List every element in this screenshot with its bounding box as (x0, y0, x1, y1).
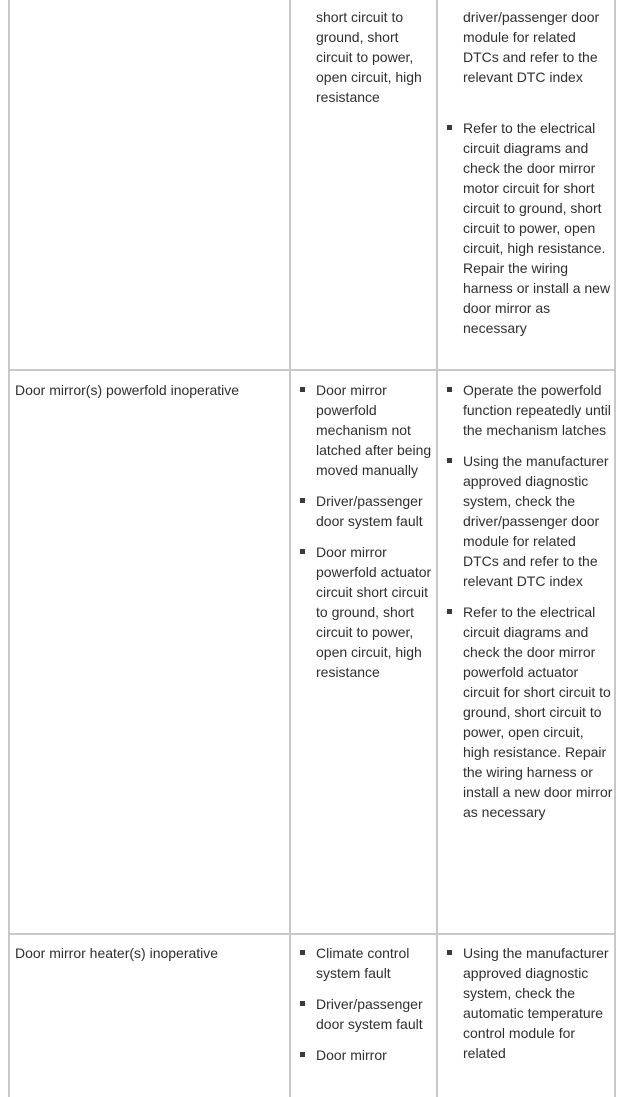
list-item: Using the manufacturer approved diagnostic system, check the driver/passenger door module for related DTCs and refer to the relevant DTC index (445, 451, 613, 591)
list-item: Refer to the electrical circuit diagrams and check the door mirror motor circuit for short circuit to ground, short circuit to power, open circuit, high resistance. Repair the wiring harness or install a new door mirror as necessary (445, 118, 613, 338)
bullet-icon (300, 387, 305, 392)
table-cell-actions (463, 7, 611, 98)
action-continued-text: driver/passenger door module for related DTCs and refer to the relevant DTC index (463, 9, 600, 85)
bullet-icon (300, 950, 305, 955)
symptom-text: Door mirror(s) powerfold inoperative (15, 382, 240, 398)
table-cell-symptom (15, 943, 285, 963)
table-cell-causes (298, 943, 433, 1076)
bullet-icon (300, 1001, 305, 1006)
list-item: Door mirror powerfold actuator circuit short circuit to ground, short circuit to power, open circuit, high resistance (298, 542, 433, 682)
bullet-icon (447, 950, 452, 955)
row-divider (8, 933, 616, 935)
list-item: Door mirror powerfold mechanism not latched after being moved manually (298, 380, 433, 480)
list-item: Driver/passenger door system fault (298, 994, 433, 1034)
list-item: Door mirror (298, 1045, 433, 1065)
table-cell-causes (298, 380, 433, 693)
list-item: Climate control system fault (298, 943, 433, 983)
table-cell-symptom (15, 380, 285, 400)
list-item: Using the manufacturer approved diagnostic system, check the automatic temperature control module for related (445, 943, 613, 1063)
list-item: Driver/passenger door system fault (298, 491, 433, 531)
bullet-icon (447, 458, 452, 463)
table-cell-actions (445, 118, 613, 349)
bullet-icon (300, 498, 305, 503)
row-divider (8, 369, 616, 371)
bullet-icon (447, 125, 452, 130)
bullet-icon (447, 387, 452, 392)
bullet-icon (300, 549, 305, 554)
table-cell-causes (316, 7, 433, 107)
table-cell-actions (445, 380, 613, 833)
table-cell-actions (445, 943, 613, 1074)
list-item: Operate the powerfold function repeatedly until the mechanism latches (445, 380, 613, 440)
bullet-icon (300, 1052, 305, 1057)
symptom-text: Door mirror heater(s) inoperative (15, 945, 219, 961)
list-item: Refer to the electrical circuit diagrams and check the door mirror powerfold actuator circuit for short circuit to ground, short circuit to power, open circuit, high resistance. Repair the wiring harness or install a new door mirror as necessary (445, 602, 613, 822)
cause-continued-text: short circuit to ground, short circuit to power, open circuit, high resistance (316, 9, 422, 105)
bullet-icon (447, 609, 452, 614)
